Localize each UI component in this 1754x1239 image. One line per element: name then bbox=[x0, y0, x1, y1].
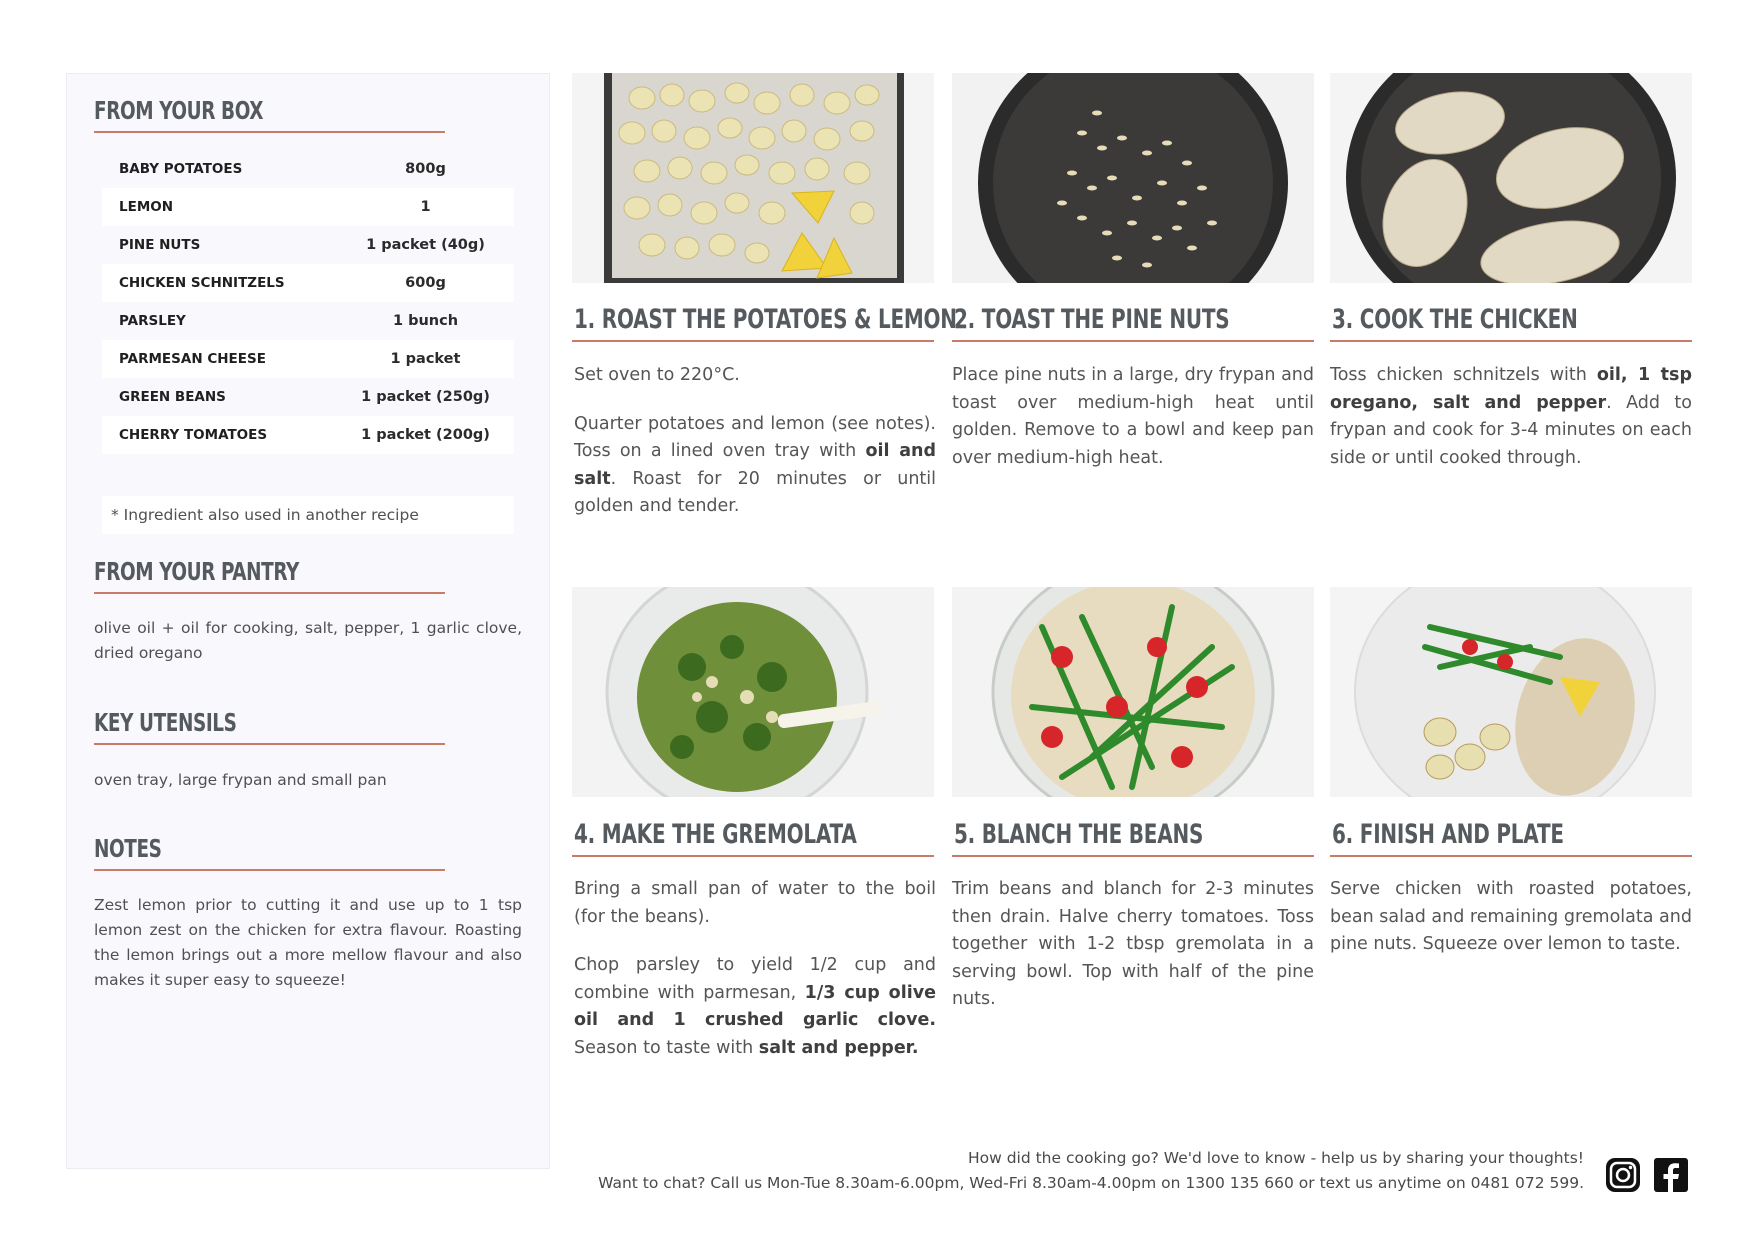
ingredients-table bbox=[102, 150, 514, 454]
step-paragraph: Chop parsley to yield 1/2 cup and combine with parmesan, 1/3 cup olive oil and 1 crushed garlic clove. Season to taste with salt and pepper. bbox=[574, 955, 936, 1058]
step-4-title: 4. MAKE THE GREMOLATA bbox=[572, 815, 934, 857]
utensils-text: oven tray, large frypan and small pan bbox=[94, 771, 387, 789]
from-your-box-heading: FROM YOUR BOX bbox=[94, 96, 445, 133]
facebook-icon[interactable] bbox=[1652, 1156, 1690, 1194]
step-5-body bbox=[952, 876, 1314, 1035]
table-row bbox=[102, 188, 514, 226]
table-row bbox=[102, 302, 514, 340]
ingredient-name: GREEN BEANS bbox=[119, 389, 226, 405]
ingredient-name: PARSLEY bbox=[119, 313, 186, 329]
step-paragraph: Toss chicken schnitzels with oil, 1 tsp oregano, salt and pepper. Add to frypan and cook for 3-4 minutes on each side or until cooked through. bbox=[1330, 365, 1692, 468]
ingredient-name: PINE NUTS bbox=[119, 237, 201, 253]
step-paragraph: Quarter potatoes and lemon (see notes). Toss on a lined oven tray with oil and salt. Roast for 20 minutes or until golden and tender. bbox=[574, 413, 936, 516]
ingredient-qty: 600g bbox=[405, 275, 446, 291]
step-1-body bbox=[574, 362, 936, 542]
ingredient-name: CHERRY TOMATOES bbox=[119, 427, 268, 443]
ingredient-qty: 800g bbox=[405, 161, 446, 177]
step-6-photo bbox=[1330, 587, 1692, 797]
notes-heading: NOTES bbox=[94, 834, 445, 871]
ingredient-name: BABY POTATOES bbox=[119, 161, 243, 177]
table-row bbox=[102, 150, 514, 188]
ingredient-name: PARMESAN CHEESE bbox=[119, 351, 266, 367]
step-2-body bbox=[952, 362, 1314, 493]
step-paragraph: Set oven to 220°C. bbox=[574, 365, 740, 385]
ingredient-name: CHICKEN SCHNITZELS bbox=[119, 275, 285, 291]
step-5-photo bbox=[952, 587, 1314, 797]
ingredient-qty: 1 bunch bbox=[392, 313, 459, 329]
step-3-photo bbox=[1330, 73, 1692, 283]
table-row bbox=[102, 226, 514, 264]
ingredient-qty: 1 packet (40g) bbox=[366, 237, 485, 253]
step-1-title: 1. ROAST THE POTATOES & LEMON bbox=[572, 300, 934, 342]
instagram-icon[interactable] bbox=[1604, 1156, 1642, 1194]
ingredient-name: LEMON bbox=[119, 199, 174, 215]
notes-text: Zest lemon prior to cutting it and use up to 1 tsp lemon zest on the chicken for extra flavour. Roasting the lemon brings out a more mellow flavour and also makes it super easy to squeeze! bbox=[94, 896, 522, 989]
pantry-text: olive oil + oil for cooking, salt, pepper, 1 garlic clove, dried oregano bbox=[94, 619, 522, 662]
step-6-body bbox=[1330, 876, 1692, 980]
step-5-title: 5. BLANCH THE BEANS bbox=[952, 815, 1314, 857]
step-3-title: 3. COOK THE CHICKEN bbox=[1330, 300, 1692, 342]
ingredient-footnote: * Ingredient also used in another recipe bbox=[102, 496, 514, 534]
feedback-text: How did the cooking go? We'd love to know - help us by sharing your thoughts! bbox=[967, 1149, 1584, 1167]
ingredient-qty: 1 packet (200g) bbox=[361, 427, 490, 443]
step-4-photo bbox=[572, 587, 934, 797]
step-paragraph: Serve chicken with roasted potatoes, bean salad and remaining gremolata and pine nuts. Squeeze over lemon to taste. bbox=[1330, 879, 1692, 954]
step-3-body bbox=[1330, 362, 1692, 493]
table-row bbox=[102, 416, 514, 454]
step-paragraph: Trim beans and blanch for 2-3 minutes then drain. Halve cherry tomatoes. Toss together with 1-2 tbsp gremolata in a serving bowl. Top with half of the pine nuts. bbox=[952, 879, 1314, 1009]
table-row bbox=[102, 340, 514, 378]
step-paragraph: Bring a small pan of water to the boil (for the beans). bbox=[574, 879, 936, 927]
from-your-pantry-heading: FROM YOUR PANTRY bbox=[94, 557, 445, 594]
contact-text: Want to chat? Call us Mon-Tue 8.30am-6.00pm, Wed-Fri 8.30am-4.00pm on 1300 135 660 or text us anytime on 0481 072 599. bbox=[598, 1174, 1584, 1192]
table-row bbox=[102, 264, 514, 302]
ingredient-qty: 1 packet (250g) bbox=[361, 389, 490, 405]
step-4-body bbox=[574, 876, 936, 1083]
step-1-photo bbox=[572, 73, 934, 283]
key-utensils-heading: KEY UTENSILS bbox=[94, 708, 445, 745]
ingredient-qty: 1 bbox=[420, 199, 431, 215]
table-row bbox=[102, 378, 514, 416]
step-2-photo bbox=[952, 73, 1314, 283]
ingredient-qty: 1 packet bbox=[390, 351, 461, 367]
step-6-title: 6. FINISH AND PLATE bbox=[1330, 815, 1692, 857]
step-paragraph: Place pine nuts in a large, dry frypan and toast over medium-high heat until golden. Remove to a bowl and keep pan over medium-high heat. bbox=[952, 365, 1314, 468]
step-2-title: 2. TOAST THE PINE NUTS bbox=[952, 300, 1314, 342]
